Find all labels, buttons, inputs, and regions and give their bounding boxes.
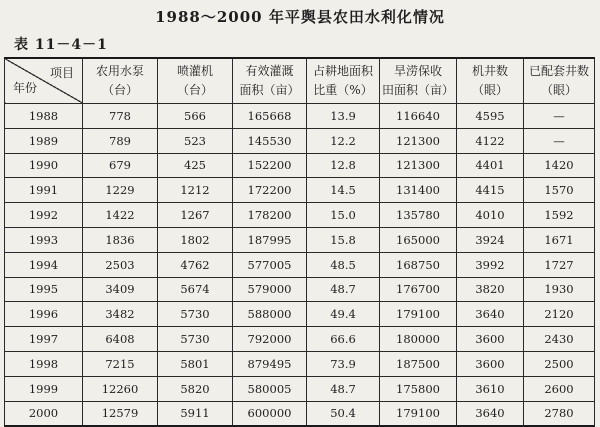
table-cell: 5911 xyxy=(158,401,233,426)
table-cell: 3610 xyxy=(457,376,524,401)
table-cell: 1212 xyxy=(158,178,233,203)
table-cell: 4415 xyxy=(457,178,524,203)
table-cell: 2600 xyxy=(524,376,595,401)
table-cell: 48.7 xyxy=(307,376,380,401)
table-cell: 5674 xyxy=(158,277,233,302)
table-cell: 187995 xyxy=(233,227,307,252)
table-cell: 789 xyxy=(83,128,158,153)
table-cell: 180000 xyxy=(380,327,457,352)
table-cell: 588000 xyxy=(233,302,307,327)
table-cell: 679 xyxy=(83,153,158,178)
table-row xyxy=(5,327,595,352)
table-cell: 178200 xyxy=(233,203,307,228)
table-cell: 1802 xyxy=(158,227,233,252)
table-cell: 5801 xyxy=(158,351,233,376)
table-cell: 121300 xyxy=(380,153,457,178)
table-cell: 14.5 xyxy=(307,178,380,203)
year-cell: 2000 xyxy=(5,401,83,426)
table-cell: 179100 xyxy=(380,401,457,426)
table-number: 表 11－4－1 xyxy=(14,37,108,53)
header-sprinklers: 喷灌机 （台） xyxy=(158,58,233,104)
table-cell: 4122 xyxy=(457,128,524,153)
table-cell: 12260 xyxy=(83,376,158,401)
table-cell: 4010 xyxy=(457,203,524,228)
table-cell: 3600 xyxy=(457,327,524,352)
table-cell: — xyxy=(524,104,595,129)
table-cell: 6408 xyxy=(83,327,158,352)
table-row xyxy=(5,302,595,327)
table-cell: 3482 xyxy=(83,302,158,327)
table-cell: 1570 xyxy=(524,178,595,203)
table-cell: 175800 xyxy=(380,376,457,401)
table-cell: 3600 xyxy=(457,351,524,376)
table-row xyxy=(5,153,595,178)
table-cell: 2503 xyxy=(83,252,158,277)
table-cell: 49.4 xyxy=(307,302,380,327)
table-cell: 66.6 xyxy=(307,327,380,352)
table-cell: 50.4 xyxy=(307,401,380,426)
header-irrigated-area: 有效灌溉 面积（亩） xyxy=(233,58,307,104)
corner-item-label: 项目 xyxy=(49,66,74,80)
table-cell: 12.8 xyxy=(307,153,380,178)
table-cell: 1422 xyxy=(83,203,158,228)
year-cell: 1989 xyxy=(5,128,83,153)
table-cell: 121300 xyxy=(380,128,457,153)
table-cell: 1229 xyxy=(83,178,158,203)
table-cell: 1420 xyxy=(524,153,595,178)
header-equipped-wells: 已配套井数 （眼） xyxy=(524,58,595,104)
page-title: 1988～2000 年平舆县农田水利化情况 xyxy=(155,8,445,26)
table-cell: 1727 xyxy=(524,252,595,277)
year-cell: 1992 xyxy=(5,203,83,228)
table-cell: 1671 xyxy=(524,227,595,252)
table-row xyxy=(5,351,595,376)
table-cell: 579000 xyxy=(233,277,307,302)
table-cell: 13.9 xyxy=(307,104,380,129)
table-cell: 7215 xyxy=(83,351,158,376)
table-cell: 152200 xyxy=(233,153,307,178)
table-cell: 135780 xyxy=(380,203,457,228)
table-cell: 2780 xyxy=(524,401,595,426)
table-cell: 15.8 xyxy=(307,227,380,252)
corner-cell xyxy=(5,58,83,104)
year-cell: 1991 xyxy=(5,178,83,203)
table-cell: 73.9 xyxy=(307,351,380,376)
table-cell: 1836 xyxy=(83,227,158,252)
table-row xyxy=(5,203,595,228)
header-wells: 机井数 （眼） xyxy=(457,58,524,104)
header-pumps: 农用水泵 （台） xyxy=(83,58,158,104)
table-row xyxy=(5,252,595,277)
table-cell: 172200 xyxy=(233,178,307,203)
table-cell: 3992 xyxy=(457,252,524,277)
table-cell: 48.5 xyxy=(307,252,380,277)
table-cell: 3640 xyxy=(457,401,524,426)
year-cell: 1997 xyxy=(5,327,83,352)
table-cell: 12.2 xyxy=(307,128,380,153)
table-cell: 2120 xyxy=(524,302,595,327)
table-cell: 48.7 xyxy=(307,277,380,302)
table-cell: 3409 xyxy=(83,277,158,302)
year-cell: 1995 xyxy=(5,277,83,302)
table-cell: 4595 xyxy=(457,104,524,129)
table-row xyxy=(5,376,595,401)
table-cell: 3820 xyxy=(457,277,524,302)
table-cell: 4401 xyxy=(457,153,524,178)
year-cell: 1996 xyxy=(5,302,83,327)
table-cell: 168750 xyxy=(380,252,457,277)
irrigation-table xyxy=(4,57,595,427)
table-cell: 176700 xyxy=(380,277,457,302)
table-cell: 2500 xyxy=(524,351,595,376)
header-stable-yield-area: 旱涝保收 田面积（亩） xyxy=(380,58,457,104)
table-cell: 116640 xyxy=(380,104,457,129)
table-cell: 3640 xyxy=(457,302,524,327)
table-cell: 523 xyxy=(158,128,233,153)
table-cell: 165000 xyxy=(380,227,457,252)
table-cell: 165668 xyxy=(233,104,307,129)
table-cell: 566 xyxy=(158,104,233,129)
table-cell: 1592 xyxy=(524,203,595,228)
table-cell: 600000 xyxy=(233,401,307,426)
year-cell: 1988 xyxy=(5,104,83,129)
table-cell: 3924 xyxy=(457,227,524,252)
header-row xyxy=(5,58,595,104)
table-row xyxy=(5,277,595,302)
table-cell: 5820 xyxy=(158,376,233,401)
table-cell: 15.0 xyxy=(307,203,380,228)
year-cell: 1999 xyxy=(5,376,83,401)
table-cell: 2430 xyxy=(524,327,595,352)
table-row xyxy=(5,128,595,153)
table-cell: 425 xyxy=(158,153,233,178)
table-cell: 792000 xyxy=(233,327,307,352)
table-cell: 879495 xyxy=(233,351,307,376)
year-cell: 1993 xyxy=(5,227,83,252)
table-cell: 577005 xyxy=(233,252,307,277)
table-cell: 179100 xyxy=(380,302,457,327)
year-cell: 1998 xyxy=(5,351,83,376)
table-cell: 131400 xyxy=(380,178,457,203)
corner-year-label: 年份 xyxy=(13,81,38,95)
table-cell: 1930 xyxy=(524,277,595,302)
table-cell: 778 xyxy=(83,104,158,129)
table-cell: 5730 xyxy=(158,302,233,327)
table-cell: 5730 xyxy=(158,327,233,352)
table-row xyxy=(5,104,595,129)
table-row xyxy=(5,178,595,203)
table-cell: 145530 xyxy=(233,128,307,153)
table-cell: — xyxy=(524,128,595,153)
header-share: 占耕地面积 比重（%） xyxy=(307,58,380,104)
table-cell: 187500 xyxy=(380,351,457,376)
table-cell: 4762 xyxy=(158,252,233,277)
table-cell: 580005 xyxy=(233,376,307,401)
year-cell: 1994 xyxy=(5,252,83,277)
table-row xyxy=(5,227,595,252)
table-cell: 12579 xyxy=(83,401,158,426)
table-row xyxy=(5,401,595,426)
year-cell: 1990 xyxy=(5,153,83,178)
table-cell: 1267 xyxy=(158,203,233,228)
